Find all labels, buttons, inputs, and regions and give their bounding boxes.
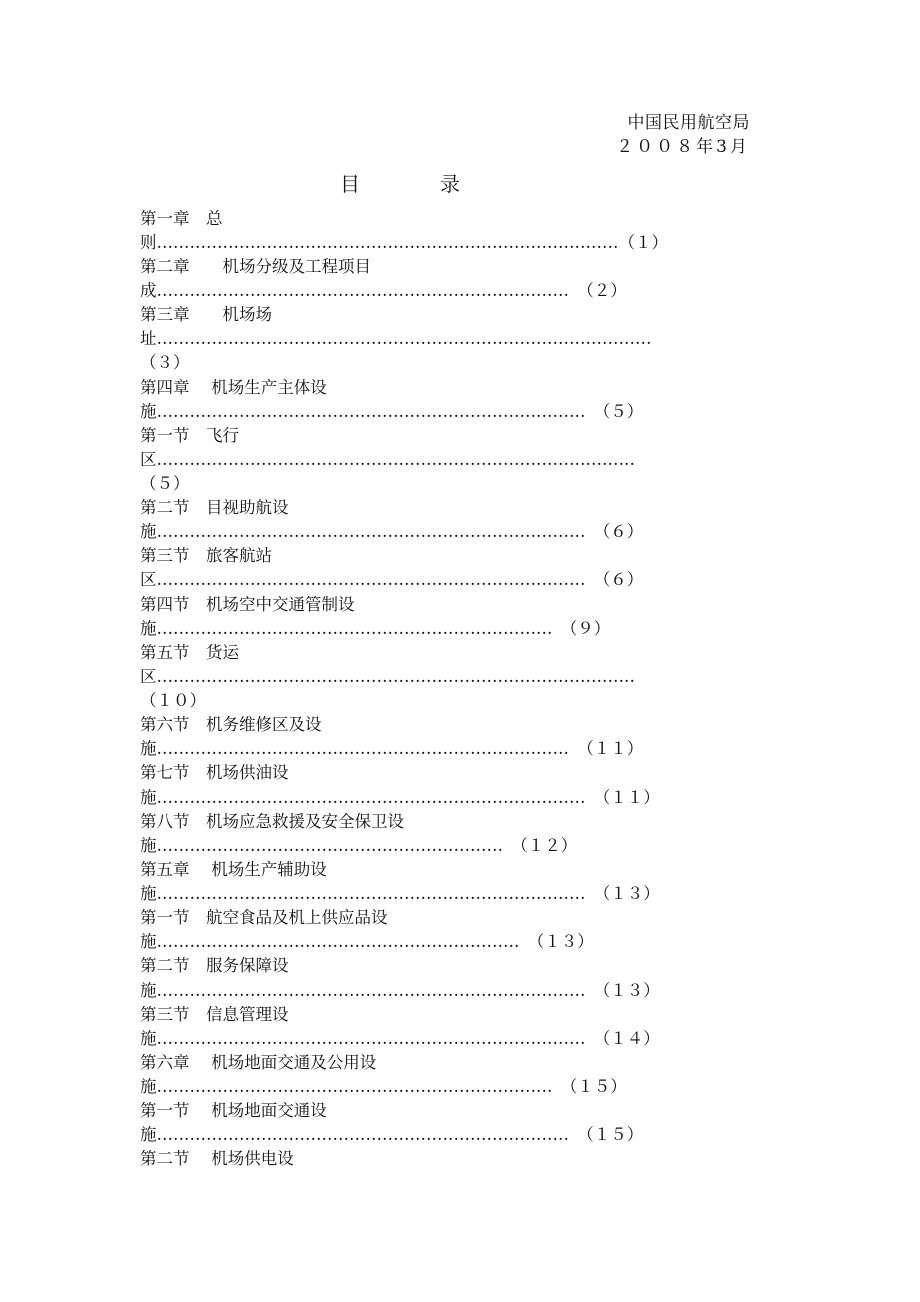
toc-line: 施…………………………………………………………………… （１４） (140, 1029, 660, 1048)
toc-line: 第六节 机务维修区及设 (140, 715, 322, 734)
issuer-date: ２００８年3月 (616, 137, 750, 157)
toc-line: 则…………………………………………………………………………（１） (140, 233, 668, 252)
toc-line: 施………………………………………………………… （１３） (140, 932, 594, 951)
toc-line: 施…………………………………………………………………… （１３） (140, 884, 660, 903)
toc-line: 施…………………………………………………………………… （１１） (140, 788, 660, 807)
toc-line: 第二节 目视助航设 (140, 498, 289, 517)
toc-line: 第二章 机场分级及工程项目 (140, 257, 371, 276)
toc-line: 施……………………………………………………………… （９） (140, 619, 611, 638)
toc-line: 第六章 机场地面交通及公用设 (140, 1053, 377, 1072)
toc-line: （５） (140, 474, 190, 493)
toc-line: （１０） (140, 691, 206, 710)
toc-line: 第二节 机场供电设 (140, 1149, 294, 1168)
toc-line: 第四章 机场生产主体设 (140, 378, 327, 397)
toc-line: 第一节 飞行 (140, 426, 239, 445)
toc-line: 第八节 机场应急救援及安全保卫设 (140, 812, 404, 831)
toc-line: 施…………………………………………………………………… （６） (140, 522, 644, 541)
toc-line: 址……………………………………………………………………………… (140, 329, 652, 348)
toc-line: 区…………………………………………………………………………… (140, 450, 635, 469)
toc-line: 第一章 总 (140, 209, 223, 228)
toc-line: 施…………………………………………………………………… （１３） (140, 981, 660, 1000)
toc-line: 施……………………………………………………………… （１５） (140, 1077, 627, 1096)
toc-line: 第五章 机场生产辅助设 (140, 860, 327, 879)
toc-line: 区…………………………………………………………………………… (140, 667, 635, 686)
toc-line: 第四节 机场空中交通管制设 (140, 595, 355, 614)
toc-line: 第五节 货运 (140, 643, 239, 662)
toc-line: 第一节 机场地面交通设 (140, 1101, 327, 1120)
toc-line: 施……………………………………………………… （１２） (140, 836, 578, 855)
toc-line: 第三节 旅客航站 (140, 546, 272, 565)
toc-line: （３） (140, 353, 190, 372)
toc-line: 第一节 航空食品及机上供应品设 (140, 908, 388, 927)
issuer-organization: 中国民用航空局 (627, 113, 750, 133)
toc-line: 施…………………………………………………………………… （５） (140, 402, 644, 421)
toc-line: 区…………………………………………………………………… （６） (140, 570, 644, 589)
toc-line: 第七节 机场供油设 (140, 763, 289, 782)
toc-line: 第三章 机场场 (140, 305, 272, 324)
toc-line: 成………………………………………………………………… （２） (140, 281, 627, 300)
toc-line: 施………………………………………………………………… （１５） (140, 1125, 644, 1144)
toc-line: 第三节 信息管理设 (140, 1005, 289, 1024)
toc-title: 目 录 (340, 172, 490, 196)
toc-line: 第二节 服务保障设 (140, 956, 289, 975)
toc-line: 施………………………………………………………………… （１１） (140, 739, 644, 758)
